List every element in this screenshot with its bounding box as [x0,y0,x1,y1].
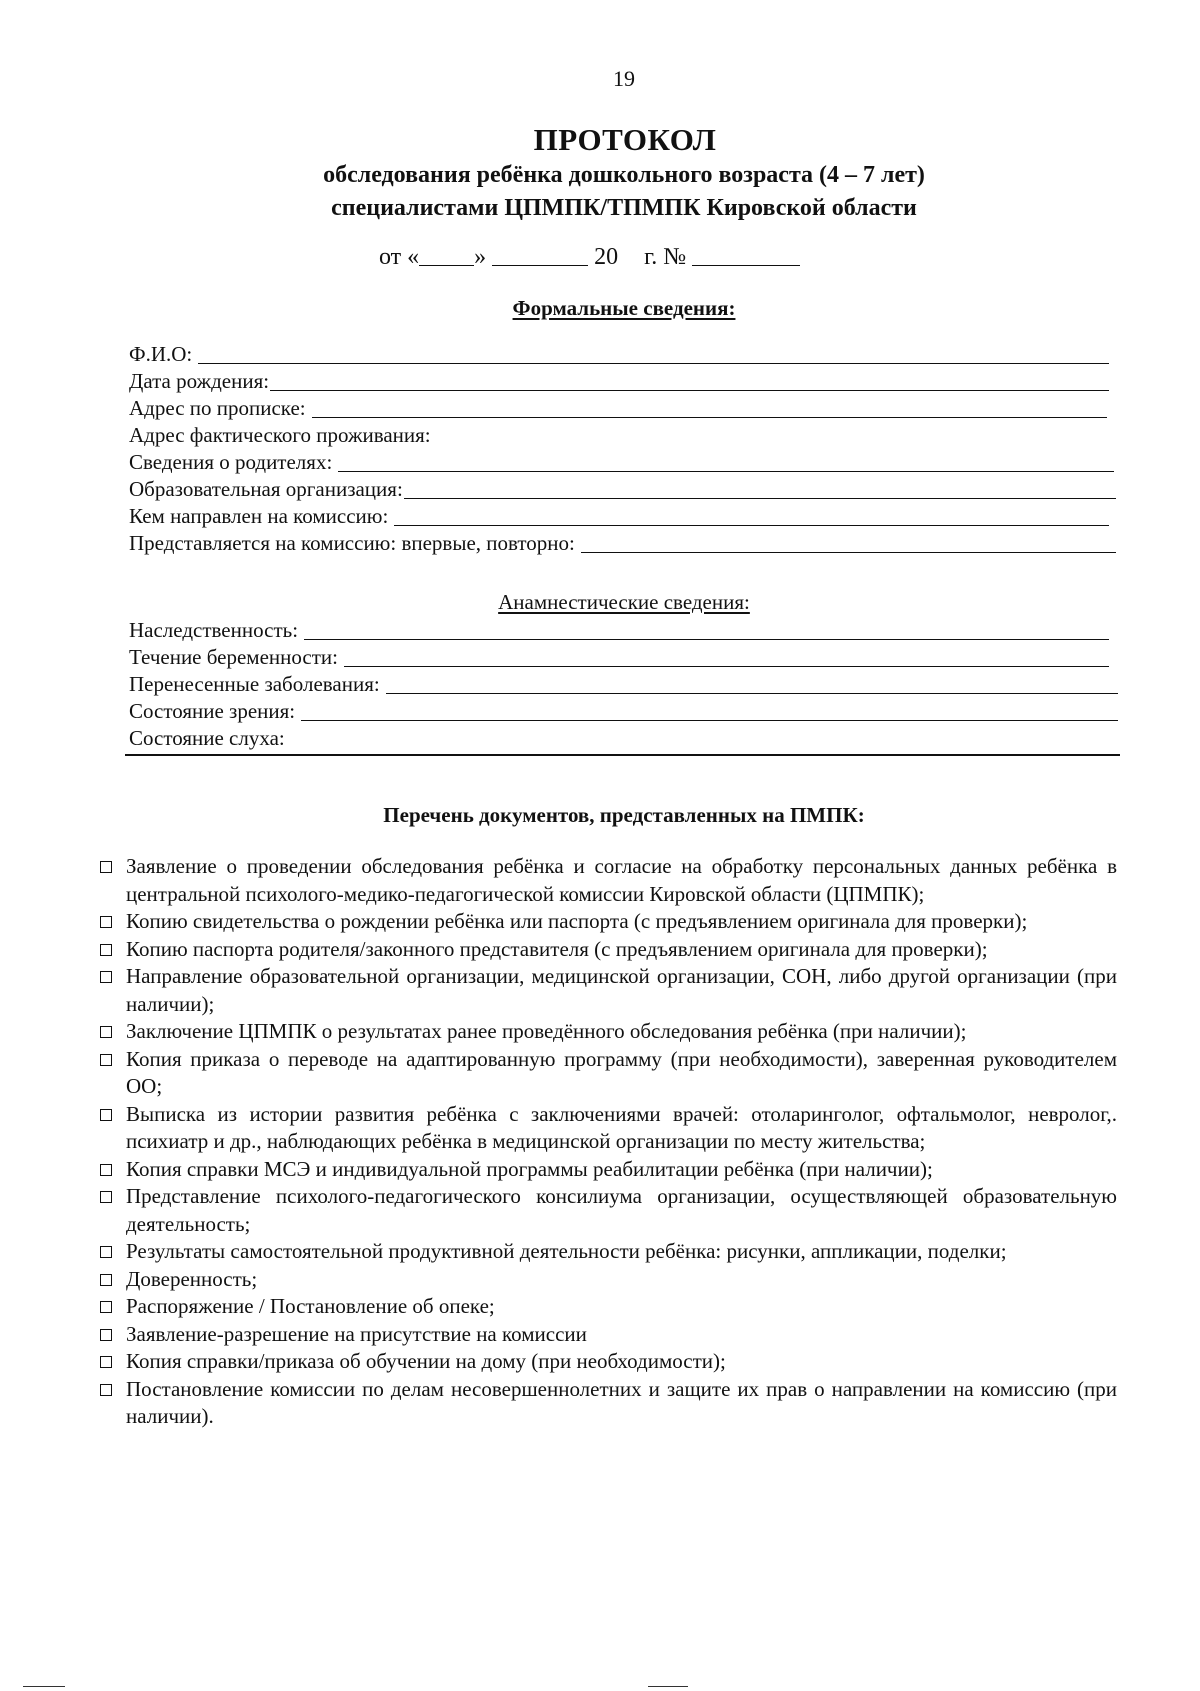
checkbox[interactable] [100,1329,112,1341]
documents-heading: Перечень документов, представленных на ПМПК: [383,803,865,827]
list-item: Доверенность; [97,1266,1117,1294]
document-subtitle-line1: обследования ребёнка дошкольного возраста (4 – 7 лет) [323,162,925,188]
checkbox[interactable] [100,1274,112,1286]
list-item: Копия справки МСЭ и индивидуальной программы реабилитации ребёнка (при наличии); [97,1156,1117,1184]
field-registration-address: Адрес по прописке: [129,395,1107,421]
field-hearing-state: Состояние слуха: [129,726,285,750]
checkbox[interactable] [100,1164,112,1176]
checkbox[interactable] [100,971,112,983]
checkbox[interactable] [100,1384,112,1396]
section-divider [125,754,1120,756]
field-heredity: Наследственность: [129,617,1109,643]
list-item: Распоряжение / Постановление об опеке; [97,1293,1117,1321]
checkbox[interactable] [100,1301,112,1313]
list-item: Представление психолого-педагогического консилиума организации, осуществляющей образовательную деятельность; [97,1183,1117,1238]
list-item: Результаты самостоятельной продуктивной деятельности ребёнка: рисунки, аппликации, поделки; [97,1238,1117,1266]
checkbox[interactable] [100,1054,112,1066]
field-education-organization: Образовательная организация: [129,476,1116,502]
field-vision-state: Состояние зрения: [129,698,1118,724]
checkbox[interactable] [100,1191,112,1203]
documents-list [97,853,1117,1431]
list-item: Заявление о проведении обследования ребёнка и согласие на обработку персональных данных ребёнка в центральной психолого-медико-педагогической комиссии Кировской области (ЦПМПК); [97,853,1117,908]
checkbox[interactable] [100,1246,112,1258]
field-fio: Ф.И.О: [129,341,1109,367]
anamnesis-heading: Анамнестические сведения: [498,590,750,614]
page-number: 19 [613,66,635,91]
number-label: г. № [644,244,687,270]
footer-mark-left [23,1686,65,1691]
date-prefix: от « [379,244,420,270]
list-item: Постановление комиссии по делам несовершеннолетних и защите их прав о направлении на комиссию (при наличии). [97,1376,1117,1431]
field-past-illnesses: Перенесенные заболевания: [129,671,1118,697]
field-presentation-type: Представляется на комиссию: впервые, повторно: [129,530,1116,556]
list-item: Направление образовательной организации, медицинской организации, СОН, либо другой организации (при наличии); [97,963,1117,1018]
list-item: Заявление-разрешение на присутствие на комиссии [97,1321,1117,1349]
field-pregnancy-course: Течение беременности: [129,644,1109,670]
checkbox[interactable] [100,1109,112,1121]
day-blank [419,243,474,266]
document-subtitle-line2: специалистами ЦПМПК/ТПМПК Кировской области [331,195,917,221]
month-blank [492,243,588,266]
field-actual-address: Адрес фактического проживания: [129,423,431,447]
list-item: Заключение ЦПМПК о результатах ранее проведённого обследования ребёнка (при наличии); [97,1018,1117,1046]
date-quote-close: » [474,244,487,270]
field-referred-by: Кем направлен на комиссию: [129,503,1109,529]
list-item: Копия приказа о переводе на адаптированную программу (при необходимости), заверенная руководителем ОО; [97,1046,1117,1101]
list-item: Копию свидетельства о рождении ребёнка или паспорта (с предъявлением оригинала для проверки); [97,908,1117,936]
number-blank [692,243,800,266]
checkbox[interactable] [100,916,112,928]
list-item: Копия справки/приказа об обучении на дому (при необходимости); [97,1348,1117,1376]
list-item: Копию паспорта родителя/законного представителя (с предъявлением оригинала для проверки); [97,936,1117,964]
field-parents-info: Сведения о родителях: [129,449,1114,475]
field-birth-date: Дата рождения: [129,368,1109,394]
year-prefix: 20 [594,244,619,270]
formal-info-heading: Формальные сведения: [512,296,736,320]
list-item: Выписка из истории развития ребёнка с заключениями врачей: отоларинголог, офтальмолог, невролог,. психиатр и др., наблюдающих ребёнка в медицинской организации по месту жительства; [97,1101,1117,1156]
checkbox[interactable] [100,1356,112,1368]
checkbox[interactable] [100,1026,112,1038]
footer-mark-center [648,1686,688,1691]
document-title: ПРОТОКОЛ [533,122,717,157]
checkbox[interactable] [100,944,112,956]
checkbox[interactable] [100,861,112,873]
date-number-line [379,243,800,271]
